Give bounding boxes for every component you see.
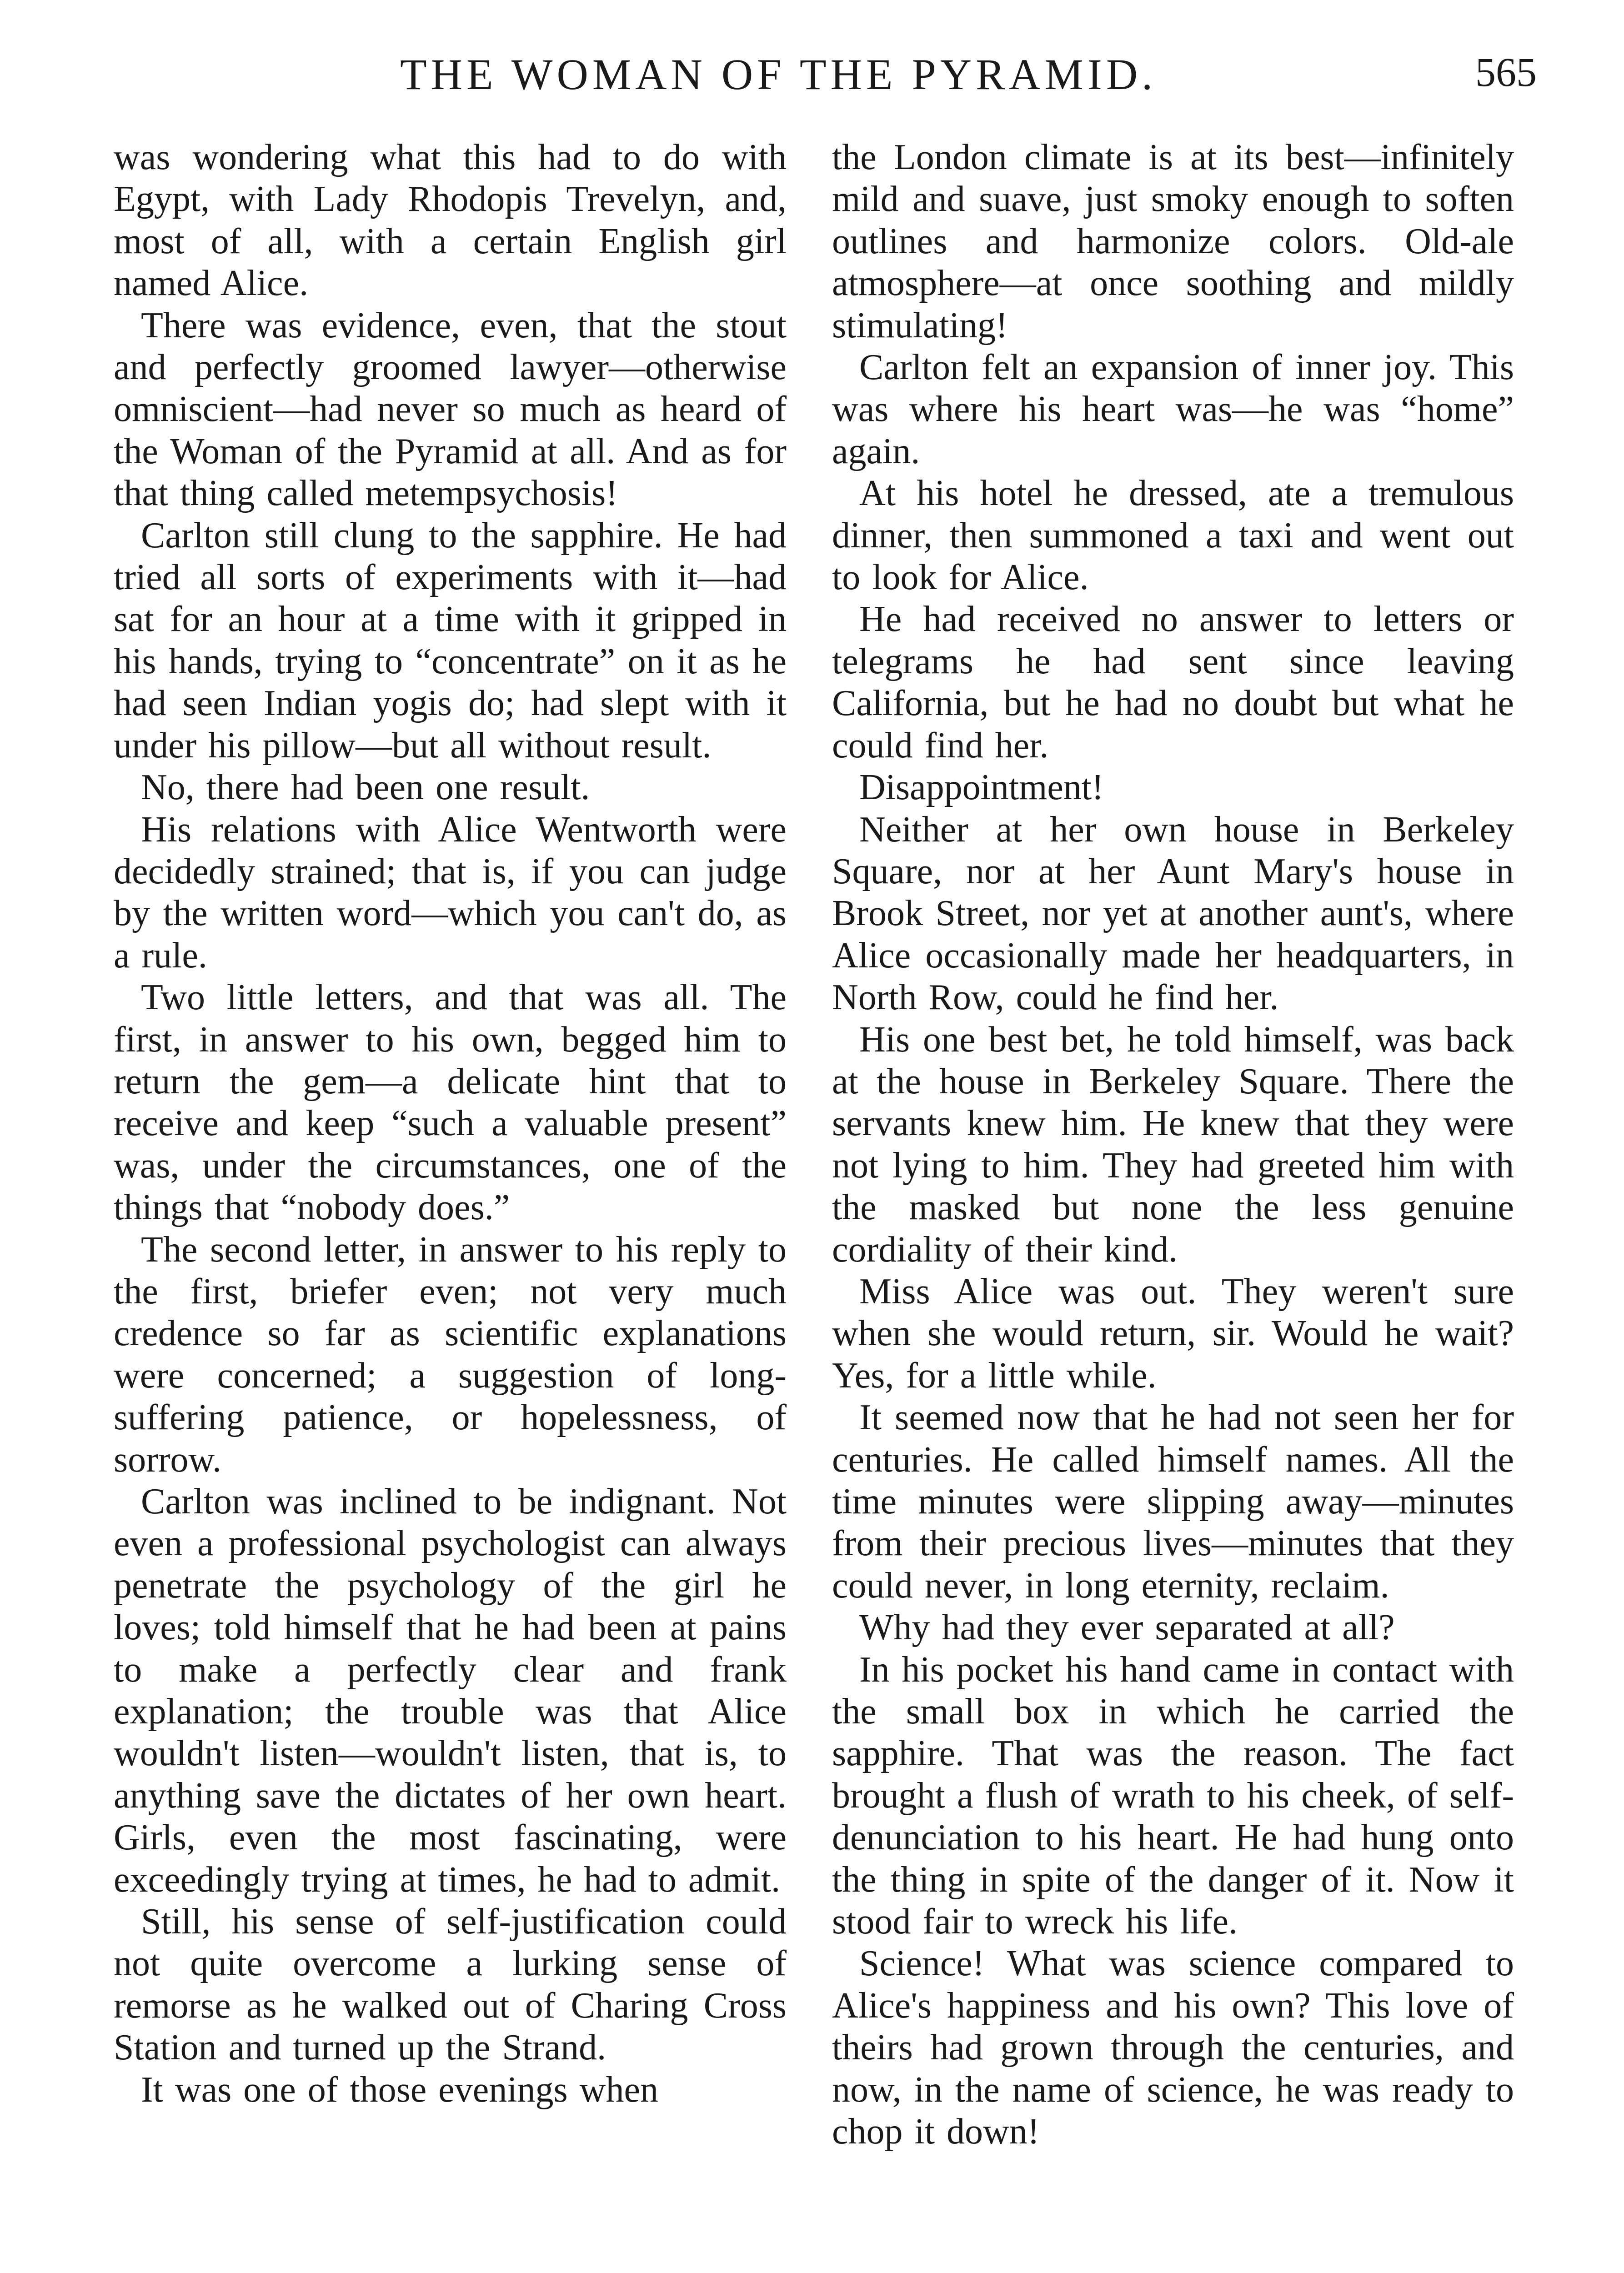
right-column	[832, 136, 1514, 2273]
paragraph: Two little letters, and that was all. The first, in answer to his own, begged him to return the gem—a delicate hint that to receive and keep “such a valuable present” was, under the circumstances, one of the things that “nobody does.”	[114, 977, 787, 1228]
paragraph: It was one of those evenings when	[141, 2069, 658, 2110]
paragraph: Neither at her own house in Berkeley Square, nor at her Aunt Mary's house in Brook Street, nor yet at another aunt's, where Alice occasionally made her headquarters, in North Row, could he find her.	[832, 809, 1514, 1018]
paragraph: At his hotel he dressed, ate a tremulous dinner, then summoned a taxi and went out to look for Alice.	[832, 473, 1514, 598]
paragraph: the London climate is at its best—infinitely mild and suave, just smoky enough to soften outlines and harmonize colors. Old-ale atmosphere—at once soothing and mildly stimulating!	[832, 137, 1514, 345]
running-title: THE WOMAN OF THE PYRAMID.	[400, 50, 1157, 99]
paragraph: His one best bet, he told himself, was back at the house in Berkeley Square. There the servants knew him. He knew that they were not lying to him. They had greeted him with the masked but none the less genuine cordiality of their kind.	[832, 1019, 1514, 1270]
paragraph: In his pocket his hand came in contact with the small box in which he carried the sapphire. That was the reason. The fact brought a flush of wrath to his cheek, of self-denunciation to his heart. He had hung onto the thing in spite of the danger of it. Now it stood fair to wreck his life.	[832, 1649, 1514, 1942]
page-header	[0, 49, 1624, 104]
left-column	[114, 136, 787, 2273]
paragraph: Carlton felt an expansion of inner joy. This was where his heart was—he was “home” again.	[832, 347, 1514, 471]
paragraph: Carlton still clung to the sapphire. He had tried all sorts of experiments with it—had sat for an hour at a time with it gripped in his hands, trying to “concentrate” on it as he had seen Indian yogis do; had slept with it under his pillow—but all without result.	[114, 515, 787, 766]
paragraph: There was evidence, even, that the stout and perfectly groomed lawyer—otherwise omniscient—had never so much as heard of the Woman of the Pyramid at all. And as for that thing called metempsychosis!	[114, 305, 787, 514]
paragraph: Carlton was inclined to be indignant. Not even a professional psychologist can always penetrate the psychology of the girl he loves; told himself that he had been at pains to make a perfectly clear and frank explanation; the trouble was that Alice wouldn't listen—wouldn't listen, that is, to anything save the dictates of her own heart. Girls, even the most fascinating, were exceedingly trying at times, he had to admit.	[114, 1482, 787, 1900]
paragraph: No, there had been one result.	[141, 767, 590, 808]
paragraph: Science! What was science compared to Alice's happiness and his own? This love of theirs had grown through the centuries, and now, in the name of science, he was ready to chop it down!	[832, 1943, 1514, 2152]
paragraph: was wondering what this had to do with Egypt, with Lady Rhodopis Trevelyn, and, most of all, with a certain English girl named Alice.	[114, 137, 787, 304]
paragraph: Why had they ever separated at all?	[859, 1607, 1395, 1648]
page-number: 565	[1475, 50, 1537, 95]
paragraph: Miss Alice was out. They weren't sure when she would return, sir. Would he wait? Yes, for a little while.	[832, 1271, 1514, 1396]
paragraph: The second letter, in answer to his reply to the first, briefer even; not very much credence so far as scientific explanations were concerned; a suggestion of long-suffering patience, or hopelessness, of sorrow.	[114, 1229, 787, 1480]
paragraph: His relations with Alice Wentworth were decidedly strained; that is, if you can judge by the written word—which you can't do, as a rule.	[114, 809, 787, 976]
paragraph: It seemed now that he had not seen her for centuries. He called himself names. All the time minutes were slipping away—minutes from their precious lives—minutes that they could never, in long eternity, reclaim.	[832, 1397, 1514, 1606]
paragraph: Still, his sense of self-justification could not quite overcome a lurking sense of remorse as he walked out of Charing Cross Station and turned up the Strand.	[114, 1902, 787, 2068]
paragraph: Disappointment!	[859, 767, 1104, 808]
paragraph: He had received no answer to letters or telegrams he had sent since leaving California, but he had no doubt but what he could find her.	[832, 599, 1514, 766]
